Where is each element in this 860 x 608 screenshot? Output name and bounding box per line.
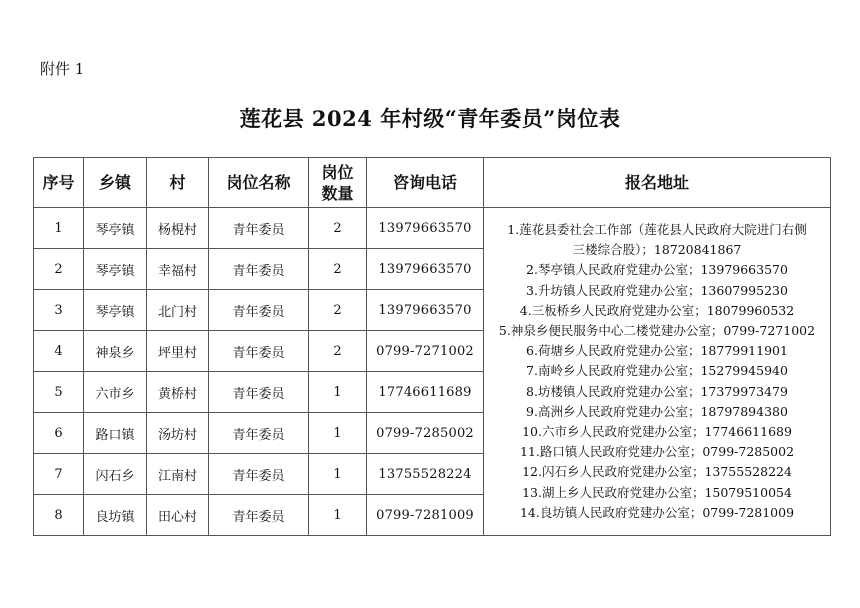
header-village: 村 xyxy=(147,158,209,208)
row-phone: 0799-7271002 xyxy=(367,331,484,372)
row-position: 青年委员 xyxy=(209,372,309,413)
row-count: 1 xyxy=(309,413,367,454)
row-count: 2 xyxy=(309,249,367,290)
row-index: 6 xyxy=(34,413,84,454)
row-town: 琴亭镇 xyxy=(84,249,147,290)
table-header-row xyxy=(34,158,831,208)
row-count: 2 xyxy=(309,208,367,249)
header-count-line1: 岗位 xyxy=(321,162,354,182)
row-town: 神泉乡 xyxy=(84,331,147,372)
address-line: 9.高洲乡人民政府党建办公室；18797894380 xyxy=(526,403,788,419)
row-phone: 13979663570 xyxy=(367,208,484,249)
row-count: 1 xyxy=(309,495,367,536)
row-phone: 0799-7285002 xyxy=(367,413,484,454)
attachment-label: 附件 1 xyxy=(40,60,85,78)
row-position: 青年委员 xyxy=(209,290,309,331)
row-index: 8 xyxy=(34,495,84,536)
row-index: 1 xyxy=(34,208,84,249)
row-village: 杨梘村 xyxy=(147,208,209,249)
row-position: 青年委员 xyxy=(209,208,309,249)
address-line: 7.南岭乡人民政府党建办公室；15279945940 xyxy=(526,363,788,379)
row-index: 5 xyxy=(34,372,84,413)
table-row xyxy=(34,208,831,249)
row-town: 良坊镇 xyxy=(84,495,147,536)
header-count-line2: 数量 xyxy=(321,183,354,203)
row-town: 琴亭镇 xyxy=(84,208,147,249)
row-town: 六市乡 xyxy=(84,372,147,413)
header-index: 序号 xyxy=(34,158,84,208)
position-table xyxy=(33,157,831,536)
row-village: 幸福村 xyxy=(147,249,209,290)
address-line: 1.莲花县委社会工作部（莲花县人民政府大院进门右侧 xyxy=(507,221,807,237)
row-count: 1 xyxy=(309,454,367,495)
row-phone: 13755528224 xyxy=(367,454,484,495)
row-village: 黄桥村 xyxy=(147,372,209,413)
row-position: 青年委员 xyxy=(209,249,309,290)
row-position: 青年委员 xyxy=(209,495,309,536)
registration-address-cell xyxy=(484,208,831,536)
row-index: 4 xyxy=(34,331,84,372)
row-phone: 13979663570 xyxy=(367,290,484,331)
row-position: 青年委员 xyxy=(209,454,309,495)
row-village: 江南村 xyxy=(147,454,209,495)
header-town: 乡镇 xyxy=(84,158,147,208)
row-position: 青年委员 xyxy=(209,413,309,454)
row-village: 坪里村 xyxy=(147,331,209,372)
address-line: 12.闪石乡人民政府党建办公室；13755528224 xyxy=(522,464,792,480)
address-line: 6.荷塘乡人民政府党建办公室；18779911901 xyxy=(526,343,788,359)
row-town: 闪石乡 xyxy=(84,454,147,495)
row-village: 汤坊村 xyxy=(147,413,209,454)
row-count: 2 xyxy=(309,331,367,372)
row-index: 7 xyxy=(34,454,84,495)
row-phone: 13979663570 xyxy=(367,249,484,290)
header-phone: 咨询电话 xyxy=(367,158,484,208)
address-line: 13.湖上乡人民政府党建办公室；15079510054 xyxy=(522,484,792,500)
address-line: 14.良坊镇人民政府党建办公室；0799-7281009 xyxy=(519,504,795,520)
address-line: 5.神泉乡便民服务中心二楼党建办公室；0799-7271002 xyxy=(498,322,816,338)
address-line: 2.琴亭镇人民政府党建办公室；13979663570 xyxy=(526,262,788,278)
row-village: 北门村 xyxy=(147,290,209,331)
row-count: 2 xyxy=(309,290,367,331)
header-address: 报名地址 xyxy=(484,158,831,208)
row-index: 3 xyxy=(34,290,84,331)
address-line: 三楼综合股）；18720841867 xyxy=(572,242,742,258)
row-phone: 17746611689 xyxy=(367,372,484,413)
row-phone: 0799-7281009 xyxy=(367,495,484,536)
header-position: 岗位名称 xyxy=(209,158,309,208)
address-line: 8.坊楼镇人民政府党建办公室；17379973479 xyxy=(526,383,788,399)
row-village: 田心村 xyxy=(147,495,209,536)
address-line: 11.路口镇人民政府党建办公室；0799-7285002 xyxy=(519,444,795,460)
address-line: 3.升坊镇人民政府党建办公室；13607995230 xyxy=(526,282,788,298)
header-count xyxy=(309,158,367,208)
page-title: 莲花县 2024 年村级“青年委员”岗位表 xyxy=(239,106,621,131)
row-position: 青年委员 xyxy=(209,331,309,372)
row-count: 1 xyxy=(309,372,367,413)
address-line: 4.三板桥乡人民政府党建办公室；18079960532 xyxy=(519,302,795,318)
row-town: 路口镇 xyxy=(84,413,147,454)
row-index: 2 xyxy=(34,249,84,290)
row-town: 琴亭镇 xyxy=(84,290,147,331)
address-line: 10.六市乡人民政府党建办公室；17746611689 xyxy=(522,424,792,439)
